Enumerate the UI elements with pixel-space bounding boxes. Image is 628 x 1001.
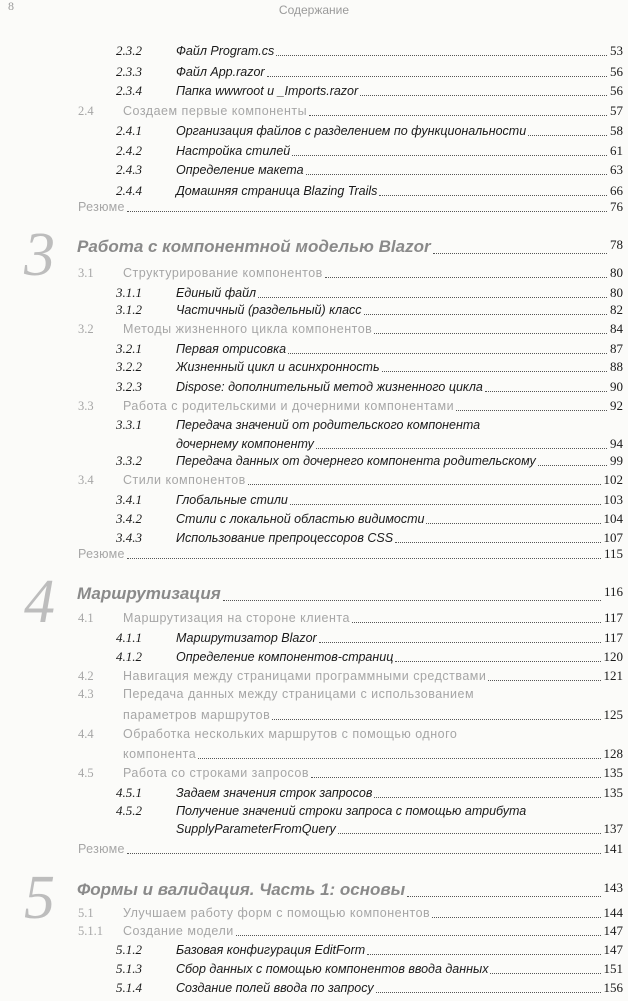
entry-number: 3.1: [78, 266, 94, 280]
toc-entry: [0, 454, 628, 474]
entry-number: 2.3.4: [116, 83, 142, 98]
entry-title: Частичный (раздельный) класс: [176, 303, 362, 317]
toc-entry: [0, 380, 628, 400]
toc-entry: [0, 418, 628, 438]
toc-entry: [0, 200, 628, 220]
dot-leader: [325, 266, 607, 278]
dot-leader: [490, 962, 600, 974]
toc-entry: [0, 766, 628, 786]
dot-leader: [127, 842, 601, 854]
entry-number: 4.1.2: [116, 649, 142, 664]
entry-title: Папка wwwroot и _Imports.razor: [176, 84, 359, 98]
entry-title: Резюме: [78, 842, 125, 856]
toc-entry: [0, 65, 628, 85]
dot-leader: [538, 454, 607, 466]
toc-entry: [0, 124, 628, 144]
dot-leader: [292, 144, 607, 156]
entry-title: Стили компонентов: [123, 473, 246, 487]
dot-leader: [456, 399, 607, 411]
toc-entry: [0, 399, 628, 419]
dot-leader: [360, 84, 607, 96]
entry-number: 4.2: [78, 669, 94, 683]
dot-leader: [395, 650, 600, 662]
toc-entry: [0, 342, 628, 362]
entry-number: 3.3.2: [116, 453, 142, 468]
toc-entry: [0, 144, 628, 164]
entry-title: Работа с компонентной моделью Blazor: [77, 237, 431, 256]
entry-title: Первая отрисовка: [176, 342, 287, 356]
toc-entry: [0, 943, 628, 963]
entry-title: Структурирование компонентов: [123, 266, 323, 280]
dot-leader: [290, 493, 601, 505]
entry-number: 3.2.2: [116, 359, 142, 374]
dot-leader: [338, 822, 601, 834]
toc-entry: [0, 44, 628, 64]
toc-entry: [0, 631, 628, 651]
entry-page: 87: [610, 341, 623, 356]
toc-entry: [0, 266, 628, 286]
entry-page: 117: [603, 630, 623, 645]
entry-title: Файл App.razor: [176, 65, 265, 79]
entry-page: 56: [610, 64, 623, 79]
entry-title: SupplyParameterFromQuery: [176, 822, 336, 836]
dot-leader: [488, 669, 600, 681]
chapter-number: 3: [24, 221, 55, 289]
entry-title: Dispose: дополнительный метод жизненного цикла: [176, 380, 483, 394]
dot-leader: [198, 747, 600, 759]
entry-number: 2.4.2: [116, 143, 142, 158]
entry-page: 121: [603, 668, 623, 683]
toc-entry: [0, 981, 628, 1001]
entry-title: Глобальные стили: [176, 493, 288, 507]
entry-title: Создание полей ввода по запросу: [176, 981, 374, 995]
entry-page: 144: [603, 905, 623, 920]
entry-number: 4.5.1: [116, 785, 142, 800]
dot-leader: [306, 163, 607, 175]
toc-entry: [0, 104, 628, 124]
toc-entry: [0, 962, 628, 982]
dot-leader: [352, 611, 601, 623]
entry-page: 143: [603, 880, 623, 895]
entry-page: 151: [603, 961, 623, 976]
toc-entry: [0, 747, 628, 767]
entry-page: 104: [603, 511, 623, 526]
entry-title: Организация файлов с разделением по функциональности: [176, 124, 527, 138]
dot-leader: [426, 512, 600, 524]
entry-number: 3.2.1: [116, 341, 142, 356]
dot-leader: [382, 360, 607, 372]
toc-entry: [0, 360, 628, 380]
chapter-number: 4: [24, 568, 55, 636]
entry-page: 141: [603, 841, 623, 856]
dot-leader: [258, 286, 607, 298]
dot-leader: [432, 906, 600, 918]
entry-number: 2.4.4: [116, 183, 142, 198]
toc-entry: [0, 163, 628, 183]
dot-leader: [309, 104, 607, 116]
dot-leader: [223, 589, 601, 601]
entry-number: 4.1: [78, 611, 94, 625]
entry-title: Использование препроцессоров CSS: [176, 531, 394, 545]
entry-number: 3.2.3: [116, 379, 142, 394]
entry-page: 103: [603, 492, 623, 507]
entry-number: 2.4.3: [116, 162, 142, 177]
toc-entry: [0, 322, 628, 342]
entry-page: 135: [603, 765, 623, 780]
entry-number: 2.3.2: [116, 43, 142, 58]
dot-leader: [248, 473, 601, 485]
dot-leader: [407, 885, 600, 897]
page-number: 8: [8, 0, 14, 13]
entry-number: 4.3: [78, 687, 94, 701]
entry-title: Маршрутизация: [77, 584, 221, 603]
entry-title: Работа со строками запросов: [123, 766, 309, 780]
entry-page: 80: [610, 265, 623, 280]
dot-leader: [485, 380, 607, 392]
dot-leader: [319, 631, 601, 643]
entry-title: Маршрутизатор Blazor: [176, 631, 317, 645]
entry-title: Передача данных от дочернего компонента родительскому: [176, 454, 536, 468]
dot-leader: [367, 943, 600, 955]
dot-leader: [127, 200, 607, 212]
entry-page: 58: [610, 123, 623, 138]
dot-leader: [311, 766, 601, 778]
dot-leader: [127, 547, 601, 559]
entry-page: 135: [603, 785, 623, 800]
entry-page: 156: [603, 980, 623, 995]
entry-title: Определение компонентов-страниц: [176, 650, 394, 664]
entry-page: 120: [603, 649, 623, 664]
entry-page: 147: [603, 942, 623, 957]
entry-number: 5.1.4: [116, 980, 142, 995]
entry-number: 5.1.2: [116, 942, 142, 957]
dot-leader: [374, 786, 600, 798]
dot-leader: [276, 44, 607, 56]
entry-title: компонента: [123, 747, 197, 761]
entry-number: 3.4.1: [116, 492, 142, 507]
dot-leader: [374, 322, 607, 334]
entry-title: Задаем значения строк запросов: [176, 786, 373, 800]
entry-page: 99: [610, 453, 623, 468]
dot-leader: [528, 124, 607, 136]
entry-title: Создание модели: [123, 924, 234, 938]
entry-title: Файл Program.cs: [176, 44, 275, 58]
entry-number: 2.4.1: [116, 123, 142, 138]
entry-title: Обработка нескольких маршрутов с помощью одного: [123, 727, 458, 741]
entry-title: Получение значений строки запроса с помощью атрибута: [176, 804, 527, 818]
toc-entry: [0, 512, 628, 532]
entry-title: Методы жизненного цикла компонентов: [123, 322, 373, 336]
entry-page: 92: [610, 398, 623, 413]
entry-page: 84: [610, 321, 623, 336]
entry-number: 4.5: [78, 766, 94, 780]
entry-page: 66: [610, 183, 623, 198]
entry-page: 115: [603, 546, 623, 561]
toc-entry: [0, 669, 628, 689]
entry-title: Базовая конфигурация EditForm: [176, 943, 366, 957]
entry-page: 125: [603, 707, 623, 722]
entry-title: Домашняя страница Blazing Trails: [176, 184, 378, 198]
entry-page: 90: [610, 379, 623, 394]
entry-number: 3.3: [78, 399, 94, 413]
entry-title: Настройка стилей: [176, 144, 291, 158]
entry-title: Передача значений от родительского компонента: [176, 418, 481, 432]
entry-title: Резюме: [78, 547, 125, 561]
entry-page: 117: [603, 610, 623, 625]
entry-title: дочернему компоненту: [176, 437, 314, 451]
entry-page: 128: [603, 746, 623, 761]
entry-page: 56: [610, 83, 623, 98]
entry-number: 3.4.3: [116, 530, 142, 545]
entry-page: 80: [610, 285, 623, 300]
entry-page: 63: [610, 162, 623, 177]
entry-page: 53: [610, 43, 623, 58]
entry-page: 107: [603, 530, 623, 545]
toc-entry: [0, 303, 628, 323]
dot-leader: [433, 242, 607, 254]
entry-page: 57: [610, 103, 623, 118]
entry-number: 3.1.2: [116, 302, 142, 317]
dot-leader: [364, 303, 607, 315]
running-header-title: Содержание: [278, 3, 350, 17]
entry-number: 4.4: [78, 727, 94, 741]
entry-title: Жизненный цикл и асинхронность: [176, 360, 380, 374]
entry-title: Сбор данных с помощью компонентов ввода данных: [176, 962, 489, 976]
dot-leader: [272, 708, 600, 720]
toc-entry: [0, 786, 628, 806]
entry-number: 4.1.1: [116, 630, 142, 645]
entry-page: 82: [610, 302, 623, 317]
entry-number: 5.1.3: [116, 961, 142, 976]
dot-leader: [288, 342, 607, 354]
entry-title: Резюме: [78, 200, 125, 214]
entry-title: параметров маршрутов: [123, 708, 271, 722]
entry-title: Передача данных между страницами с использованием: [123, 687, 475, 701]
entry-title: Стили с локальной областью видимости: [176, 512, 425, 526]
dot-leader: [236, 924, 601, 936]
entry-title: Единый файл: [176, 286, 257, 300]
entry-number: 2.4: [78, 104, 94, 118]
dot-leader: [316, 437, 607, 449]
chapter-number: 5: [24, 864, 55, 932]
entry-title: Создаем первые компоненты: [123, 104, 308, 118]
entry-page: 102: [603, 472, 623, 487]
toc-entry: [0, 84, 628, 104]
entry-number: 3.4: [78, 473, 94, 487]
toc-entry: [0, 473, 628, 493]
toc-entry: [0, 493, 628, 513]
toc-entry: [0, 611, 628, 631]
dot-leader: [376, 981, 601, 993]
toc-entry: [0, 708, 628, 728]
entry-page: 147: [603, 923, 623, 938]
entry-page: 137: [603, 821, 623, 836]
dot-leader: [379, 184, 607, 196]
entry-page: 116: [603, 584, 623, 599]
entry-title: Маршрутизация на стороне клиента: [123, 611, 350, 625]
toc-entry: [0, 687, 628, 707]
entry-title: Навигация между страницами программными средствами: [123, 669, 487, 683]
entry-number: 2.3.3: [116, 64, 142, 79]
dot-leader: [267, 65, 607, 77]
entry-number: 3.3.1: [116, 417, 142, 432]
entry-number: 3.2: [78, 322, 94, 336]
entry-number: 5.1.1: [78, 924, 103, 938]
toc-entry: [0, 727, 628, 747]
entry-title: Работа с родительскими и дочерними компонентами: [123, 399, 455, 413]
entry-page: 61: [610, 143, 623, 158]
toc-entry: [0, 804, 628, 824]
toc-entry: [0, 842, 628, 862]
entry-page: 94: [610, 436, 623, 451]
entry-title: Формы и валидация. Часть 1: основы: [77, 880, 406, 899]
entry-title: Улучшаем работу форм с помощью компонентов: [123, 906, 431, 920]
toc-entry: [0, 906, 628, 926]
entry-page: 78: [610, 237, 623, 252]
entry-number: 4.5.2: [116, 803, 142, 818]
toc-entry: [0, 547, 628, 567]
entry-page: 88: [610, 359, 623, 374]
entry-page: 76: [610, 199, 623, 214]
entry-number: 3.4.2: [116, 511, 142, 526]
entry-title: Определение макета: [176, 163, 304, 177]
entry-number: 5.1: [78, 906, 94, 920]
toc-entry: [0, 924, 628, 944]
dot-leader: [395, 531, 600, 543]
entry-number: 3.1.1: [116, 285, 142, 300]
toc-entry: [0, 650, 628, 670]
toc-entry: [0, 822, 628, 842]
